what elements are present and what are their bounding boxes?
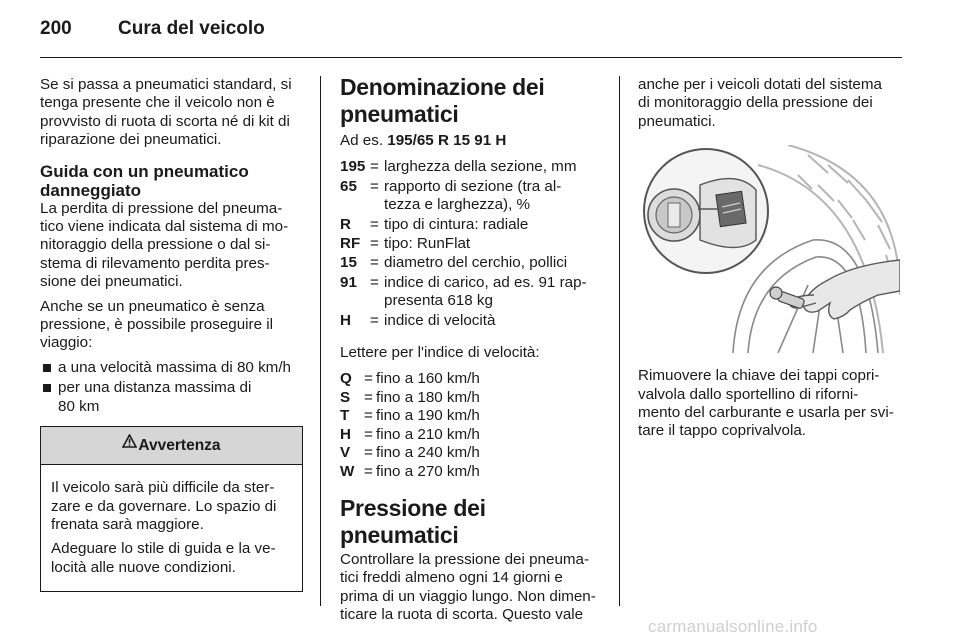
- designation-definitions: 195 = larghezza della sezione, mm 65 = rapporto di sezione (tra al- tezza e larghezza), % R = tipo di cintura: radiale RF = tipo: RunFlat 15 = diametro del cerchio, pollici 91 = indice di carico, ad es. 91 rap- presenta 618 kg H = indice di velocità: [340, 158, 587, 329]
- warning-paragraph: Adeguare lo stile di guida e la ve- locità alle nuove condizioni.: [51, 540, 276, 576]
- warning-title: Avvertenza: [138, 437, 221, 455]
- tyre-valve-cap-illustration-icon: [638, 145, 900, 353]
- intro-paragraph: Se si passa a pneumatici standard, si tenga presente che il veicolo non è provvisto di ruota di scorta né di kit di riparazione dei pneumatici.: [40, 76, 292, 149]
- section-heading-damaged-tyre: Guida con un pneumatico danneggiato: [40, 161, 249, 200]
- section-heading-tyre-pressure: Pressione dei pneumatici: [340, 494, 486, 548]
- warning-body: [41, 465, 302, 591]
- paragraph-continue-driving: Anche se un pneumatico è senza pressione, è possibile proseguire il viaggio:: [40, 297, 274, 352]
- chapter-title: Cura del veicolo: [118, 18, 265, 39]
- example-line: Ad es. 195/65 R 15 91 H: [340, 132, 507, 149]
- speed-index-intro: Lettere per l'indice di velocità:: [340, 344, 540, 362]
- warning-triangle-icon: [122, 425, 137, 463]
- paragraph-monitoring-systems: anche per i veicoli dotati del sistema di monitoraggio della pressione dei pneumatici.: [638, 76, 882, 130]
- column-right: [638, 76, 903, 447]
- list-item: a una velocità massima di 80 km/h: [40, 359, 305, 377]
- bullet-square-icon: [43, 384, 51, 392]
- illustration-caption: Rimuovere la chiave dei tappi copri- valvola dallo sportellino di riforni- mento del carburante e usarla per svi- tare il tappo coprivalvola.: [638, 367, 894, 440]
- watermark: carmanualsonline.info: [648, 617, 818, 636]
- speed-index-list: Q = fino a 160 km/h S = fino a 180 km/h T = fino a 190 km/h H = fino a 210 km/h V = fino a 240 km/h W = fino a 270 km/h: [340, 370, 480, 480]
- paragraph-tyre-pressure: Controllare la pressione dei pneuma- tici freddi almeno ogni 14 giorni e prima di un viaggio lungo. Non dimen- ticare la ruota di scorta. Questo vale: [340, 550, 596, 624]
- column-divider: [320, 76, 321, 606]
- list-item: per una distanza massima di 80 km: [40, 379, 305, 416]
- warning-header: [41, 427, 302, 465]
- bullet-list: [40, 359, 305, 416]
- warning-paragraph: Il veicolo sarà più difficile da ster- zare e da governare. Lo spazio di frenata sarà maggiore.: [51, 479, 277, 533]
- paragraph-pressure-loss: La perdita di pressione del pneuma- tico viene indicata dal sistema di mo- nitoraggio della pressione o dal si- stema di rilevamento perdita pres- sione dei pneumatici.: [40, 199, 289, 291]
- section-heading-tyre-designation: Denominazione dei pneumatici: [340, 74, 545, 127]
- page-number: 200: [40, 18, 72, 39]
- column-middle: [340, 74, 605, 631]
- bullet-square-icon: [43, 364, 51, 372]
- column-left: [40, 76, 305, 592]
- page-header: [40, 18, 920, 54]
- example-code: 195/65 R 15 91 H: [387, 132, 507, 149]
- column-divider: [619, 76, 620, 606]
- warning-box: [40, 426, 303, 592]
- header-rule: [40, 57, 902, 58]
